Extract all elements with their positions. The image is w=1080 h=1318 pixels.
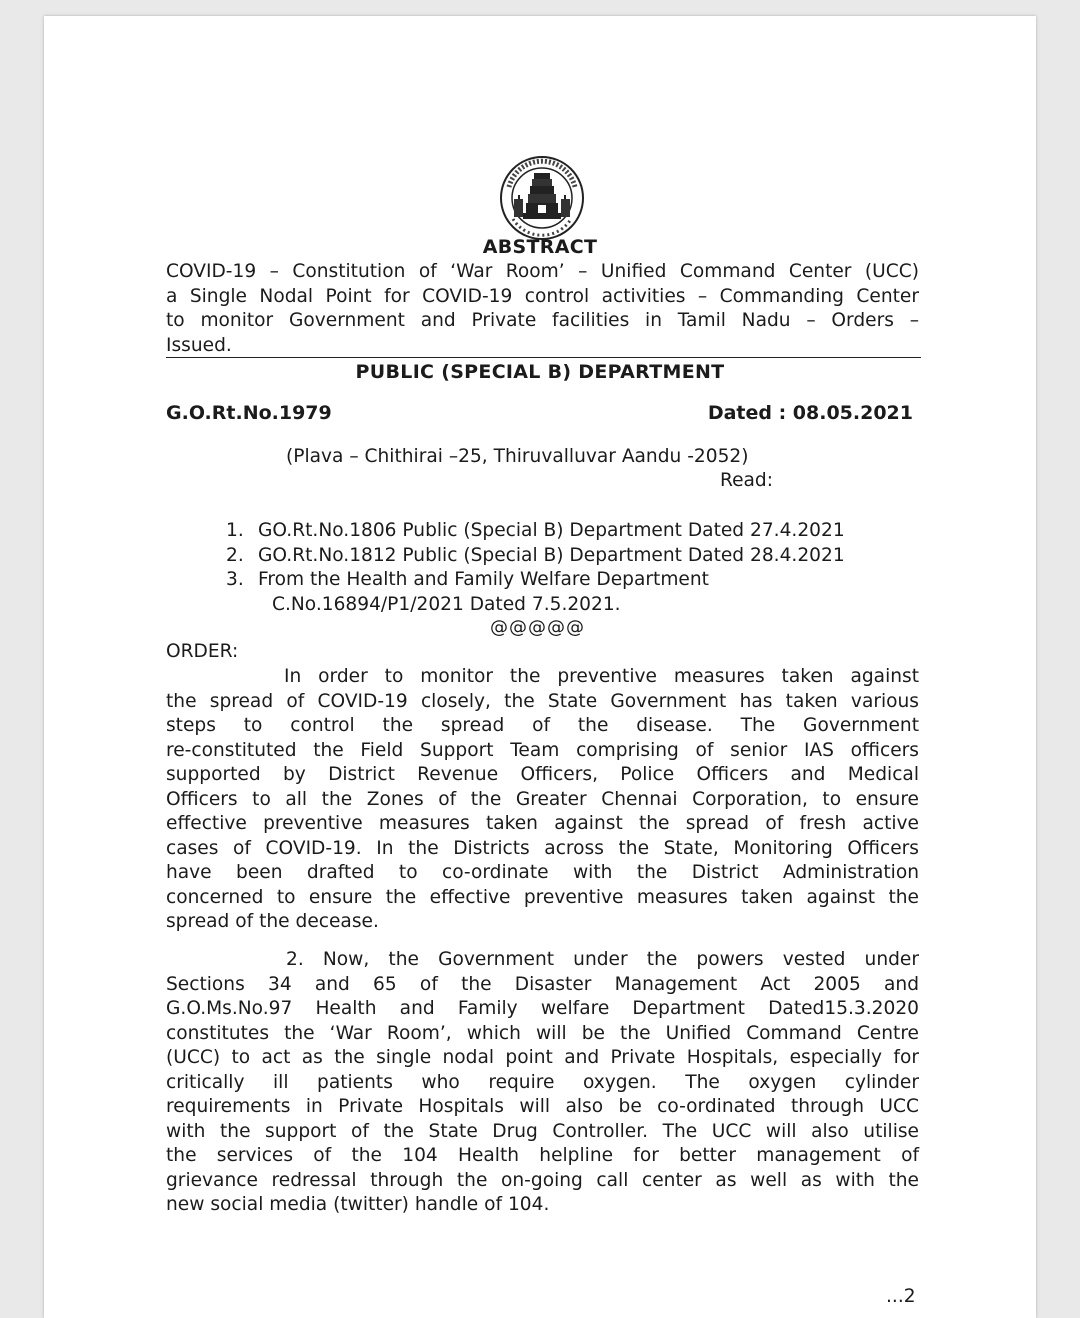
government-emblem-icon <box>497 155 587 241</box>
order-paragraph-2 <box>166 948 919 1218</box>
paragraph-line: G.O.Ms.No.97 Health and Family welfare Department Dated15.3.2020 <box>166 998 919 1019</box>
subject-line: to monitor Government and Private facilities in Tamil Nadu – Orders – <box>166 310 919 331</box>
paragraph-line: with the support of the State Drug Controller. The UCC will also utilise <box>166 1120 919 1142</box>
tamil-calendar-date: (Plava – Chithirai –25, Thiruvalluvar Aandu -2052) <box>286 446 749 467</box>
read-label: Read: <box>720 470 773 491</box>
paragraph-line: steps to control the spread of the disease. The Government <box>166 715 919 736</box>
paragraph-line: In order to monitor the preventive measures taken against <box>284 666 919 687</box>
paragraph-line: the spread of COVID-19 closely, the State Government has taken various <box>166 690 919 712</box>
reference-text: From the Health and Family Welfare Department <box>258 569 709 590</box>
reference-text: GO.Rt.No.1812 Public (Special B) Department Dated 28.4.2021 <box>258 544 845 566</box>
paragraph-line: re-constituted the Field Support Team comprising of senior IAS officers <box>166 739 919 761</box>
section-separator: @@@@@ <box>490 617 585 638</box>
paragraph-line: Sections 34 and 65 of the Disaster Management Act 2005 and <box>166 973 919 995</box>
paragraph-line: new social media (twitter) handle of 104. <box>166 1194 550 1215</box>
paragraph-line: (UCC) to act as the single nodal point and Private Hospitals, especially for <box>166 1047 919 1068</box>
department-heading: PUBLIC (SPECIAL B) DEPARTMENT <box>355 361 725 383</box>
reference-item <box>226 544 845 569</box>
paragraph-line: requirements in Private Hospitals will also be co-ordinated through UCC <box>166 1096 919 1117</box>
paragraph-line: supported by District Revenue Officers, Police Officers and Medical <box>166 764 919 785</box>
subject-line: COVID-19 – Constitution of ‘War Room’ – Unified Command Center (UCC) <box>166 261 919 282</box>
horizontal-rule <box>166 357 921 358</box>
order-label: ORDER: <box>166 641 239 662</box>
page-continuation: ...2 <box>886 1286 916 1307</box>
paragraph-line: 2. Now, the Government under the powers vested under <box>286 949 919 970</box>
reference-item <box>226 568 845 593</box>
reference-number: 1. <box>226 520 244 541</box>
go-number: G.O.Rt.No.1979 <box>166 402 332 424</box>
paragraph-line: concerned to ensure the effective preventive measures taken against the <box>166 886 919 908</box>
reference-number: 3. <box>226 569 244 590</box>
paragraph-line: effective preventive measures taken against the spread of fresh active <box>166 813 919 834</box>
subject-abstract <box>166 260 919 358</box>
abstract-title: ABSTRACT <box>482 236 598 258</box>
paragraph-line: have been drafted to co-ordinate with the District Administration <box>166 862 919 883</box>
paragraph-line: the services of the 104 Health helpline for better management of <box>166 1145 919 1166</box>
subject-line: Issued. <box>166 334 232 356</box>
reference-continuation: C.No.16894/P1/2021 Dated 7.5.2021. <box>272 593 621 615</box>
order-paragraph-1 <box>166 665 919 935</box>
reference-number: 2. <box>226 544 244 566</box>
order-date: Dated : 08.05.2021 <box>707 402 913 424</box>
paragraph-line: spread of the decease. <box>166 911 379 932</box>
references-list <box>226 519 845 617</box>
paragraph-line: grievance redressal through the on-going call center as well as with the <box>166 1169 919 1191</box>
paragraph-line: Officers to all the Zones of the Greater Chennai Corporation, to ensure <box>166 788 919 810</box>
reference-text: GO.Rt.No.1806 Public (Special B) Department Dated 27.4.2021 <box>258 520 845 541</box>
paragraph-line: critically ill patients who require oxygen. The oxygen cylinder <box>166 1071 919 1093</box>
subject-line: a Single Nodal Point for COVID-19 control activities – Commanding Center <box>166 285 919 307</box>
reference-item <box>226 519 845 544</box>
paragraph-line: constitutes the ‘War Room’, which will be the Unified Command Centre <box>166 1022 919 1044</box>
paragraph-line: cases of COVID-19. In the Districts across the State, Monitoring Officers <box>166 837 919 859</box>
